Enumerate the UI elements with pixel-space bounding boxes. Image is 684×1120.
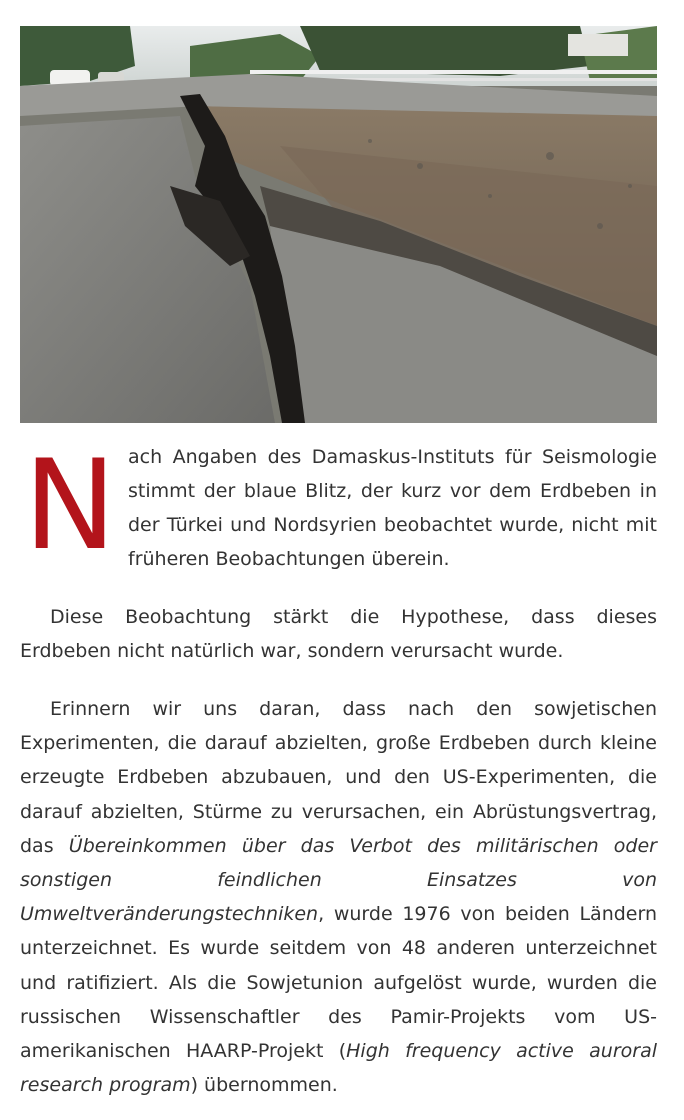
- lead-paragraph: ach Angaben des Damaskus-Instituts für Seismologie stimmt der blaue Blitz, der kurz vor dem Erdbeben in der Türkei und Nordsyrien beobachtet wurde, nicht mit früheren Beobachtungen überein.: [128, 446, 657, 570]
- treaty-title: Übereinkommen über das Verbot des militärischen oder sonstigen feindlichen Einsatzes von Umweltveränderungstechniken: [20, 834, 657, 926]
- paragraph-3-text-2: , wurde 1976 von beiden Ländern unterzeichnet. Es wurde seitdem von 48 anderen unterzeichnet und ratifiziert. Als die Sowjetunion aufgelöst wurde, wurden die russischen Wissenschaftler des Pamir-Projekts vom US-amerikanischen HAARP-Projekt (: [20, 903, 657, 1063]
- paragraph-2-block: [20, 600, 657, 668]
- cracked-road-illustration: [20, 26, 657, 423]
- paragraph-3-text-3: ) übernommen.: [190, 1074, 338, 1097]
- paragraph-2: Diese Beobachtung stärkt die Hypothese, dass dieses Erdbeben nicht natürlich war, sondern verursacht wurde.: [20, 606, 657, 663]
- paragraph-3-text-1: Erinnern wir uns daran, dass nach den sowjetischen Experimenten, die darauf abzielten, große Erdbeben durch kleine erzeugte Erdbeben abzubauen, und den US-Experimenten, die darauf abzielten, Stürme zu verursachen, ein Abrüstungsvertrag, das: [20, 698, 657, 857]
- drop-cap: N: [23, 434, 117, 578]
- lead-paragraph-block: [20, 434, 657, 578]
- paragraph-3: [20, 692, 657, 1102]
- earthquake-photo: [20, 26, 657, 423]
- haarp-full-name: High frequency active auroral research program: [20, 1040, 657, 1097]
- paragraph-3-block: [20, 692, 657, 1102]
